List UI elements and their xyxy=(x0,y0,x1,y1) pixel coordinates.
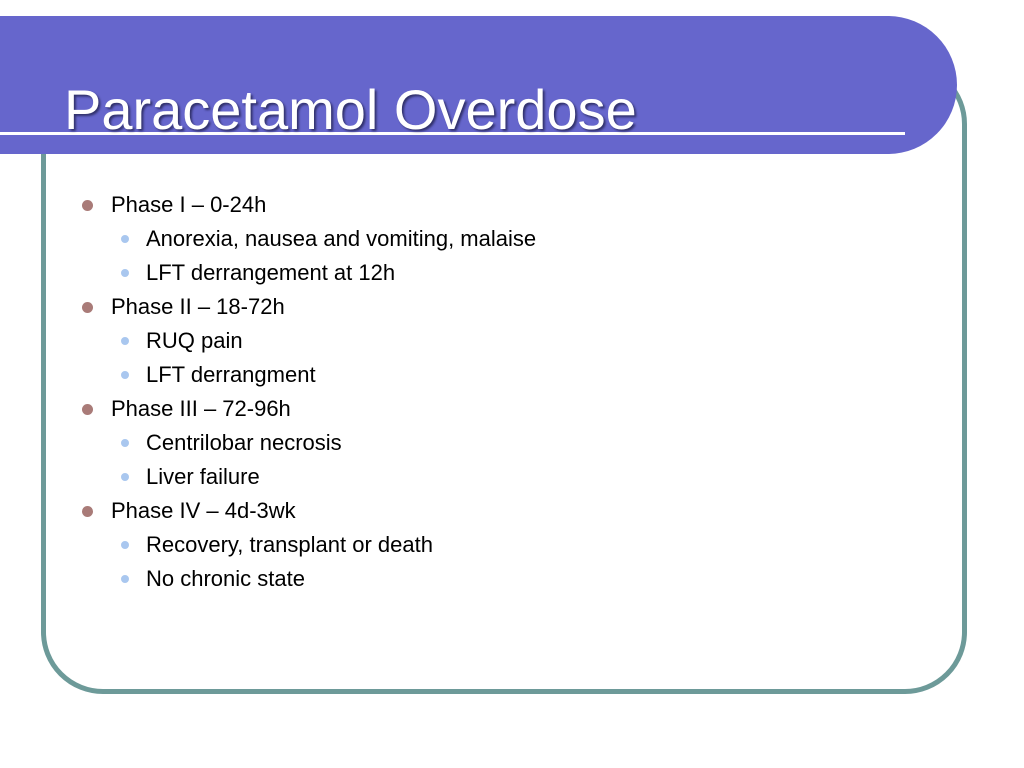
sub-bullet-dot-icon xyxy=(121,439,129,447)
sub-bullet-text: Centrilobar necrosis xyxy=(146,430,342,455)
sub-bullet-text: Recovery, transplant or death xyxy=(146,532,433,557)
sub-bullet-dot-icon xyxy=(121,575,129,583)
bullet-phase-4 xyxy=(80,494,940,528)
sub-bullet-text: No chronic state xyxy=(146,566,305,591)
bullet-text: Phase IV – 4d-3wk xyxy=(111,498,296,523)
slide-title: Paracetamol Overdose xyxy=(64,78,637,141)
bullet-list xyxy=(80,188,940,596)
bullet-text: Phase III – 72-96h xyxy=(111,396,291,421)
bullet-dot-icon xyxy=(82,200,93,211)
sub-bullet-dot-icon xyxy=(121,473,129,481)
sub-bullet-text: LFT derrangment xyxy=(146,362,316,387)
sub-bullet xyxy=(80,256,940,290)
sub-bullet xyxy=(80,528,940,562)
sub-bullet xyxy=(80,562,940,596)
sub-bullet-dot-icon xyxy=(121,269,129,277)
bullet-phase-1 xyxy=(80,188,940,222)
sub-bullet-dot-icon xyxy=(121,235,129,243)
sub-bullet-dot-icon xyxy=(121,337,129,345)
sub-bullet xyxy=(80,222,940,256)
sub-bullet xyxy=(80,426,940,460)
sub-bullet-dot-icon xyxy=(121,541,129,549)
sub-bullet-text: RUQ pain xyxy=(146,328,243,353)
sub-bullet xyxy=(80,460,940,494)
sub-bullet-text: Anorexia, nausea and vomiting, malaise xyxy=(146,226,537,251)
sub-bullet xyxy=(80,324,940,358)
sub-bullet-text: LFT derrangement at 12h xyxy=(146,260,396,285)
bullet-phase-2 xyxy=(80,290,940,324)
sub-bullet-dot-icon xyxy=(121,371,129,379)
bullet-dot-icon xyxy=(82,302,93,313)
sub-bullet-text: Liver failure xyxy=(146,464,260,489)
bullet-dot-icon xyxy=(82,404,93,415)
bullet-phase-3 xyxy=(80,392,940,426)
bullet-text: Phase I – 0-24h xyxy=(111,192,267,217)
bullet-text: Phase II – 18-72h xyxy=(111,294,285,319)
bullet-dot-icon xyxy=(82,506,93,517)
sub-bullet xyxy=(80,358,940,392)
